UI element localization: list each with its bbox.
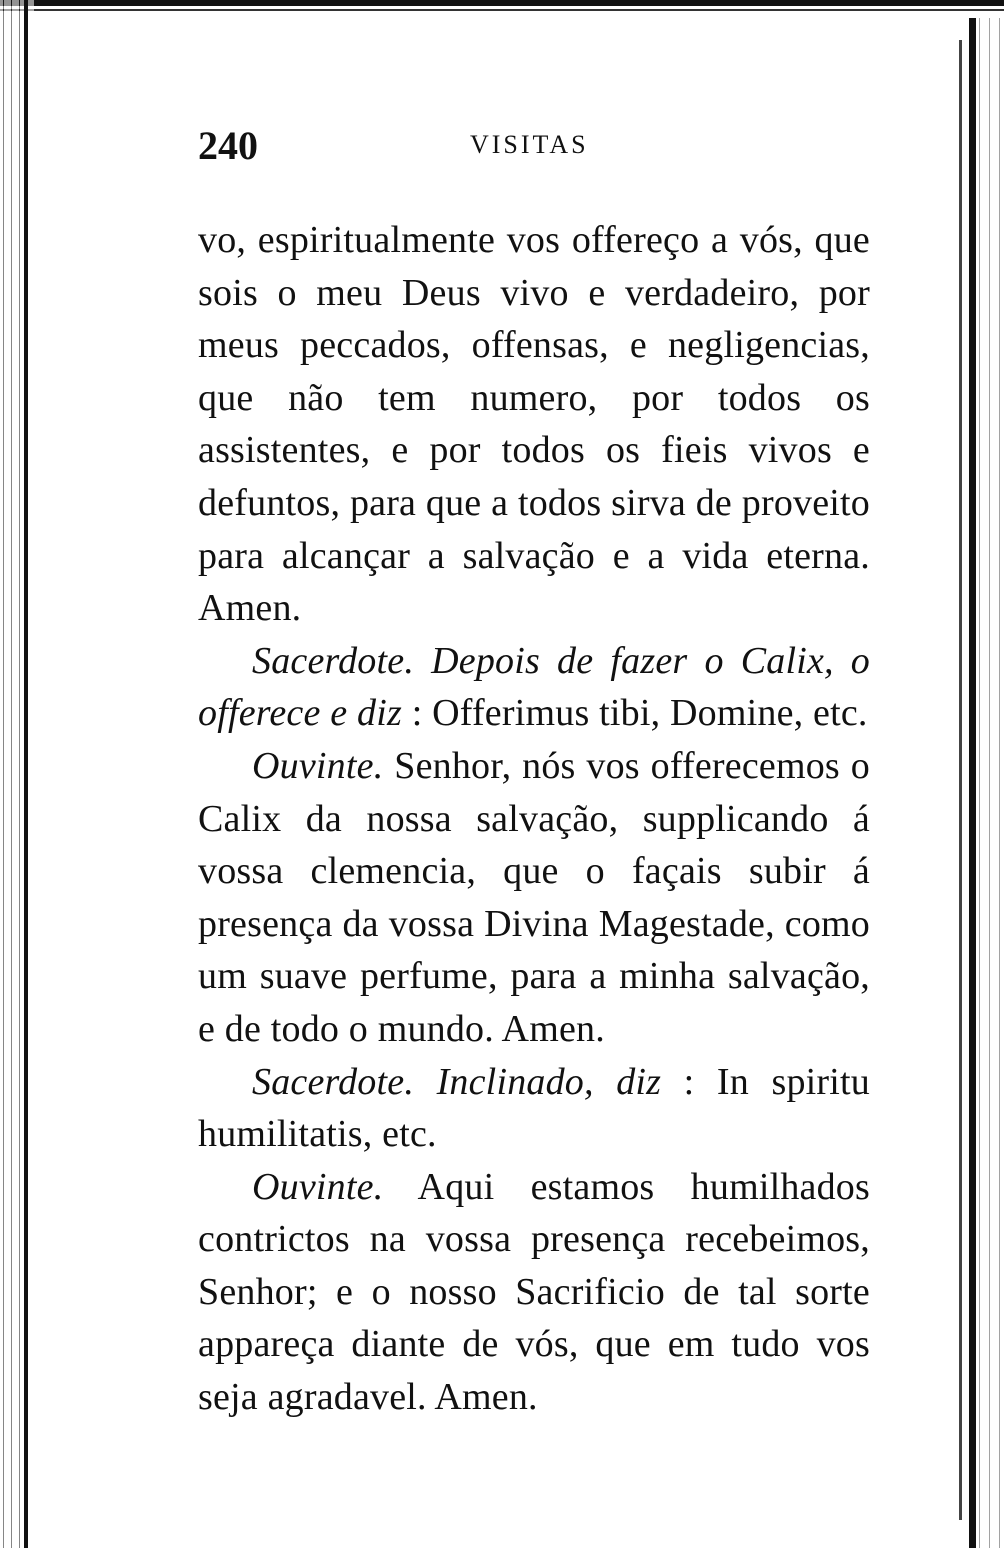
speaker-label: Sacerdote. <box>252 1060 415 1103</box>
rubric-text: Depois de fazer o Calix, o offerece e diz <box>198 639 870 735</box>
paragraph-text: Senhor, nós vos offerecemos o Calix da nossa salvação, supplicando á vossa clemencia, que o façais subir á presença da vossa Divina Magestade, como um suave perfume, para a minha salvação, e de todo o mundo. Amen. <box>198 744 870 1050</box>
paragraph-ouvinte-humilhados <box>198 1161 870 1424</box>
paragraph-ouvinte-calix <box>198 740 870 1056</box>
paragraph-text: Aqui estamos humilhados contrictos na vossa presença recebeimos, Senhor; e o nosso Sacrificio de tal sorte appareça diante de vós, que em tudo vos seja agradavel. Amen. <box>198 1165 870 1419</box>
paragraph-continuation <box>198 214 870 635</box>
rubric-text: Inclinado, diz <box>436 1060 662 1103</box>
paragraph-text: : In spiritu humilitatis, etc. <box>198 1060 871 1156</box>
paragraph-sacerdote-offering <box>198 635 870 740</box>
paragraph-text: : Offerimus tibi, Domine, etc. <box>411 692 868 735</box>
scan-right-binding <box>969 18 976 1548</box>
body-text <box>198 214 870 1424</box>
scan-left-binding <box>24 0 28 1548</box>
paragraph-sacerdote-inclinado <box>198 1056 870 1161</box>
paragraph-text: vo, espiritualmente vos offereço a vós, que sois o meu Deus vivo e verdadeiro, por meus peccados, offensas, e negligencias, que não tem numero, por todos os assistentes, e por todos os fieis vivos e defuntos, para que a todos sirva de proveito para alcançar a salvação e a vida eterna. Amen. <box>198 219 870 630</box>
page-number: 240 <box>198 123 258 168</box>
scan-right-shadow <box>959 40 962 1520</box>
section-title: VISITAS <box>470 130 589 159</box>
scan-top-edge <box>0 0 1004 18</box>
speaker-label: Ouvinte. <box>252 1165 384 1208</box>
book-page <box>198 120 870 1424</box>
speaker-label: Ouvinte. <box>252 744 384 787</box>
scan-left-edge <box>0 0 34 1548</box>
running-head <box>198 120 870 176</box>
speaker-label: Sacerdote. <box>252 639 415 682</box>
